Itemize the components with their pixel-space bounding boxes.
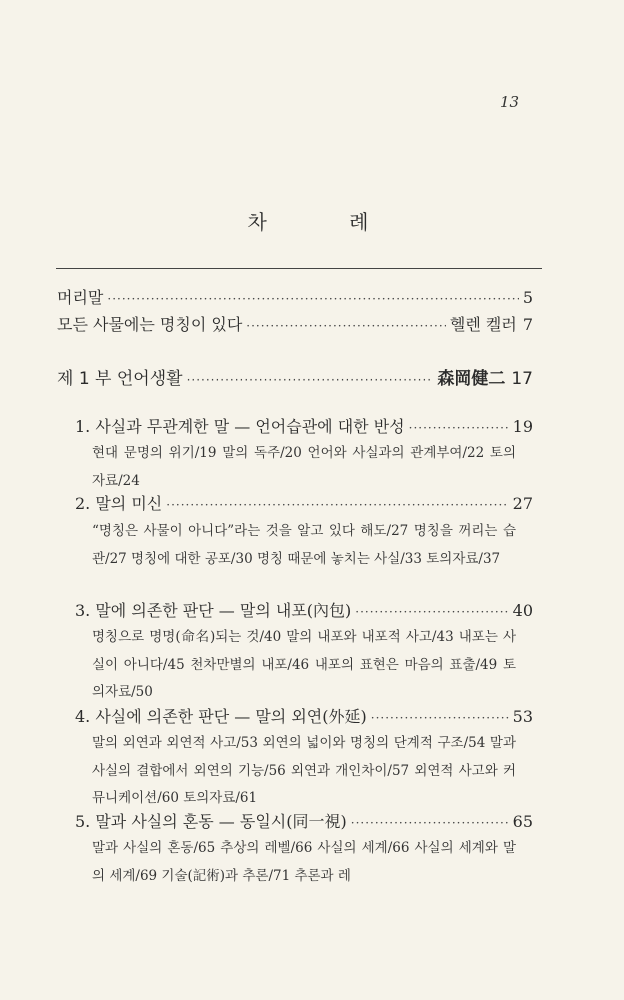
chapter-3-sections: 명칭으로 명명(命名)되는 것/40 말의 내포와 내포적 사고/43 내포는 사실이 아니다/45 천차만별의 내포/46 내포의 표현은 마음의 표출/49 토의자료/50 [92,629,516,700]
chapter-page: 65 [512,812,533,831]
leader-dots [107,292,518,306]
chapter-title: 3. 말에 의존한 판단 — 말의 내포(內包) [75,601,352,620]
toc-entry-all-things-have-names[interactable] [57,312,533,335]
part-title: 제 1 부 언어생활 [57,369,183,389]
chapter-page: 40 [512,601,533,620]
part-author: 森岡健二 [437,369,506,389]
leader-dots [371,711,509,725]
chapter-4-sections: 말의 외연과 외연적 사고/53 외연의 넓이와 명칭의 단계적 구조/54 말과 사실의 결합에서 외연의 기능/56 외연과 개인차이/57 외연적 사고와 커뮤니케이션/60 토의자료/61 [92,735,516,806]
part-page: 17 [511,369,533,389]
page-number: 13 [500,93,520,111]
chapter-5-sections: 말과 사실의 혼동/65 추상의 레벨/66 사실의 세계/66 사실의 세계와 말의 세계/69 기술(記術)과 추론/71 추론과 레 [92,840,516,884]
leader-dots [409,421,509,435]
leader-dots [355,605,508,619]
chapter-title: 4. 사실에 의존한 판단 — 말의 외연(外延) [75,707,367,726]
leader-dots [166,498,508,512]
toc-part-1[interactable] [57,364,533,389]
toc-title: 차 례 [247,210,407,234]
toc-chapter-3[interactable] [75,598,533,621]
chapter-title: 2. 말의 미신 [75,494,163,513]
toc-chapter-1[interactable] [75,414,533,437]
toc-entry-preface[interactable] [57,285,533,308]
chapter-title: 5. 말과 사실의 혼동 — 동일시(同一視) [75,812,347,831]
toc-chapter-5[interactable] [75,809,533,832]
entry-title: 머리말 [57,288,104,307]
chapter-2-sections: “명칭은 사물이 아니다”라는 것을 알고 있다 해도/27 명칭을 꺼리는 습관/27 명칭에 대한 공포/30 명칭 때문에 놓치는 사실/33 토의자료/37 [92,523,516,567]
entry-page: 5 [522,288,533,307]
entry-page: 7 [522,315,533,334]
leader-dots [351,816,509,830]
entry-title: 모든 사물에는 명칭이 있다 [57,315,243,334]
chapter-page: 19 [512,417,533,436]
chapter-page: 27 [512,494,533,513]
chapter-title: 1. 사실과 무관계한 말 — 언어습관에 대한 반성 [75,417,405,436]
toc-chapter-4[interactable] [75,704,533,727]
entry-author: 헬렌 켈러 [449,315,517,334]
leader-dots [246,319,446,333]
leader-dots [187,373,434,387]
toc-chapter-2[interactable] [75,491,533,514]
chapter-page: 53 [512,707,533,726]
top-rule [56,268,542,269]
chapter-1-sections: 현대 문명의 위기/19 말의 독주/20 언어와 사실과의 관계부여/22 토의자료/24 [92,445,516,489]
